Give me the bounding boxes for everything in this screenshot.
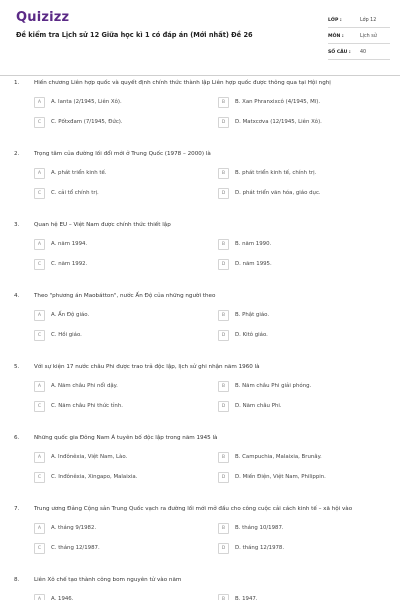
meta-label: MÔN : (328, 34, 344, 39)
document-title: Đề kiểm tra Lịch sử 12 Giữa học kì 1 có đáp án (Mới nhất) Đề 26 (16, 31, 253, 39)
answer-option-b[interactable] (218, 451, 388, 463)
option-text: B. tháng 10/1987. (235, 525, 284, 531)
option-text: A. tháng 9/1982. (51, 525, 97, 531)
option-letter-box: D (218, 330, 229, 341)
question-number: 2. (14, 151, 20, 157)
meta-value: Lớp 12 (360, 18, 377, 23)
answer-option-d[interactable] (218, 258, 388, 270)
question-number: 5. (14, 364, 20, 370)
answer-option-c[interactable] (34, 116, 204, 128)
option-letter-box: D (218, 117, 229, 128)
answer-option-c[interactable] (34, 471, 204, 483)
answer-option-b[interactable] (218, 593, 388, 600)
answer-option-b[interactable] (218, 96, 388, 108)
answer-option-c[interactable] (34, 187, 204, 199)
question-text: Hiến chương Liên hợp quốc và quyết định chính thức thành lập Liên hợp quốc được thông qua tại Hội nghị (34, 80, 331, 86)
option-text: A. Ấn Độ giáo. (51, 312, 90, 318)
option-letter-box: B (218, 452, 229, 463)
answer-option-d[interactable] (218, 116, 388, 128)
option-text: C. Inđônêxia, Xingapo, Malaixia. (51, 474, 138, 480)
option-letter-box: A (34, 168, 45, 179)
option-text: C. năm 1992. (51, 261, 88, 267)
answer-option-c[interactable] (34, 542, 204, 554)
question-item (0, 289, 400, 360)
meta-value: 40 (360, 50, 367, 55)
option-text: A. phát triển kinh tế. (51, 170, 107, 176)
answer-option-b[interactable] (218, 238, 388, 250)
option-letter-box: B (218, 310, 229, 321)
option-letter-box: B (218, 97, 229, 108)
question-item (0, 431, 400, 502)
answer-option-b[interactable] (218, 522, 388, 534)
option-letter-box: B (218, 523, 229, 534)
meta-label: SỐ CÂU : (328, 50, 351, 55)
option-letter-box: C (34, 117, 45, 128)
meta-row-subject (328, 30, 390, 44)
page-header (0, 0, 400, 66)
meta-info (328, 14, 390, 62)
question-number: 6. (14, 435, 20, 441)
option-letter-box: B (218, 168, 229, 179)
answer-option-c[interactable] (34, 400, 204, 412)
meta-row-class (328, 14, 390, 28)
option-letter-box: C (34, 401, 45, 412)
answer-option-b[interactable] (218, 380, 388, 392)
meta-value: Lịch sử (360, 34, 377, 39)
option-letter-box: C (34, 188, 45, 199)
question-item (0, 147, 400, 218)
answer-option-c[interactable] (34, 258, 204, 270)
option-text: D. tháng 12/1978. (235, 545, 285, 551)
answer-option-a[interactable] (34, 309, 204, 321)
option-letter-box: C (34, 259, 45, 270)
meta-label: LỚP : (328, 18, 342, 23)
option-letter-box: A (34, 594, 45, 600)
option-text: A. Ianta (2/1945, Liên Xô). (51, 99, 122, 105)
answer-option-a[interactable] (34, 593, 204, 600)
question-number: 1. (14, 80, 20, 86)
option-text: A. 1946. (51, 596, 74, 600)
question-text: Trung ương Đảng Cộng sản Trung Quốc vạch ra đường lối mới mở đầu cho công cuộc cải cách kinh tế – xã hội vào (34, 506, 353, 512)
question-item (0, 502, 400, 573)
meta-row-count (328, 46, 390, 60)
option-letter-box: D (218, 188, 229, 199)
question-text: Quan hệ EU – Việt Nam được chính thức thiết lập (34, 222, 171, 228)
option-text: A. Năm châu Phi nổi dậy. (51, 383, 118, 389)
answer-option-d[interactable] (218, 542, 388, 554)
option-text: A. năm 1994. (51, 241, 88, 247)
option-text: B. phát triển kinh tế, chính trị. (235, 170, 317, 176)
answer-option-a[interactable] (34, 522, 204, 534)
question-text: Trọng tâm của đường lối đổi mới ở Trung Quốc (1978 – 2000) là (34, 151, 211, 157)
answer-option-c[interactable] (34, 329, 204, 341)
answer-option-b[interactable] (218, 309, 388, 321)
option-letter-box: B (218, 594, 229, 600)
option-text: D. Matxcơva (12/1945, Liên Xô). (235, 119, 322, 125)
answer-option-a[interactable] (34, 167, 204, 179)
option-text: C. Hồi giáo. (51, 332, 82, 338)
answer-option-a[interactable] (34, 451, 204, 463)
option-letter-box: C (34, 543, 45, 554)
option-text: B. Campuchia, Malaixia, Brunây. (235, 454, 322, 460)
answer-option-a[interactable] (34, 380, 204, 392)
option-letter-box: A (34, 310, 45, 321)
option-text: D. phát triển văn hóa, giáo dục. (235, 190, 321, 196)
question-number: 3. (14, 222, 20, 228)
quizizz-logo: Quizizz (16, 10, 70, 25)
option-text: D. năm 1995. (235, 261, 272, 267)
option-letter-box: A (34, 381, 45, 392)
question-text: Những quốc gia Đông Nam Á tuyên bố độc lập trong năm 1945 là (34, 435, 218, 441)
question-number: 4. (14, 293, 20, 299)
question-item (0, 218, 400, 289)
answer-option-a[interactable] (34, 238, 204, 250)
option-text: D. Năm châu Phi. (235, 403, 282, 409)
option-text: B. 1947. (235, 596, 258, 600)
option-letter-box: C (34, 472, 45, 483)
option-letter-box: A (34, 97, 45, 108)
question-text: Theo "phương án Maobátton", nước Ấn Độ của những người theo (34, 293, 216, 299)
question-item (0, 573, 400, 600)
answer-option-b[interactable] (218, 167, 388, 179)
option-letter-box: D (218, 543, 229, 554)
question-list (0, 76, 400, 600)
option-text: B. Phật giáo. (235, 312, 270, 318)
option-letter-box: B (218, 381, 229, 392)
answer-option-a[interactable] (34, 96, 204, 108)
option-letter-box: B (218, 239, 229, 250)
option-text: A. Inđônêxia, Việt Nam, Lào. (51, 454, 128, 460)
option-letter-box: A (34, 452, 45, 463)
option-text: C. Pốtxđam (7/1945, Đức). (51, 119, 123, 125)
option-letter-box: A (34, 239, 45, 250)
question-text: Với sự kiện 17 nước châu Phi được trao trả độc lập, lịch sử ghi nhận năm 1960 là (34, 364, 260, 370)
answer-option-d[interactable] (218, 471, 388, 483)
option-letter-box: D (218, 401, 229, 412)
question-item (0, 76, 400, 147)
question-text: Liên Xô chế tạo thành công bom nguyên tử vào năm (34, 577, 182, 583)
answer-option-d[interactable] (218, 400, 388, 412)
option-letter-box: A (34, 523, 45, 534)
option-text: C. tháng 12/1987. (51, 545, 100, 551)
answer-option-d[interactable] (218, 187, 388, 199)
option-text: B. Xan Phranxixcô (4/1945, Mĩ). (235, 99, 321, 105)
option-text: B. Năm châu Phi giải phóng. (235, 383, 312, 389)
option-letter-box: D (218, 472, 229, 483)
question-number: 8. (14, 577, 20, 583)
option-text: D. Miến Điện, Việt Nam, Philippin. (235, 474, 326, 480)
option-text: B. năm 1990. (235, 241, 272, 247)
option-letter-box: C (34, 330, 45, 341)
option-text: D. Kitô giáo. (235, 332, 268, 338)
option-text: C. Năm châu Phi thức tỉnh. (51, 403, 123, 409)
option-letter-box: D (218, 259, 229, 270)
answer-option-d[interactable] (218, 329, 388, 341)
question-item (0, 360, 400, 431)
option-text: C. cải tổ chính trị. (51, 190, 99, 196)
question-number: 7. (14, 506, 20, 512)
